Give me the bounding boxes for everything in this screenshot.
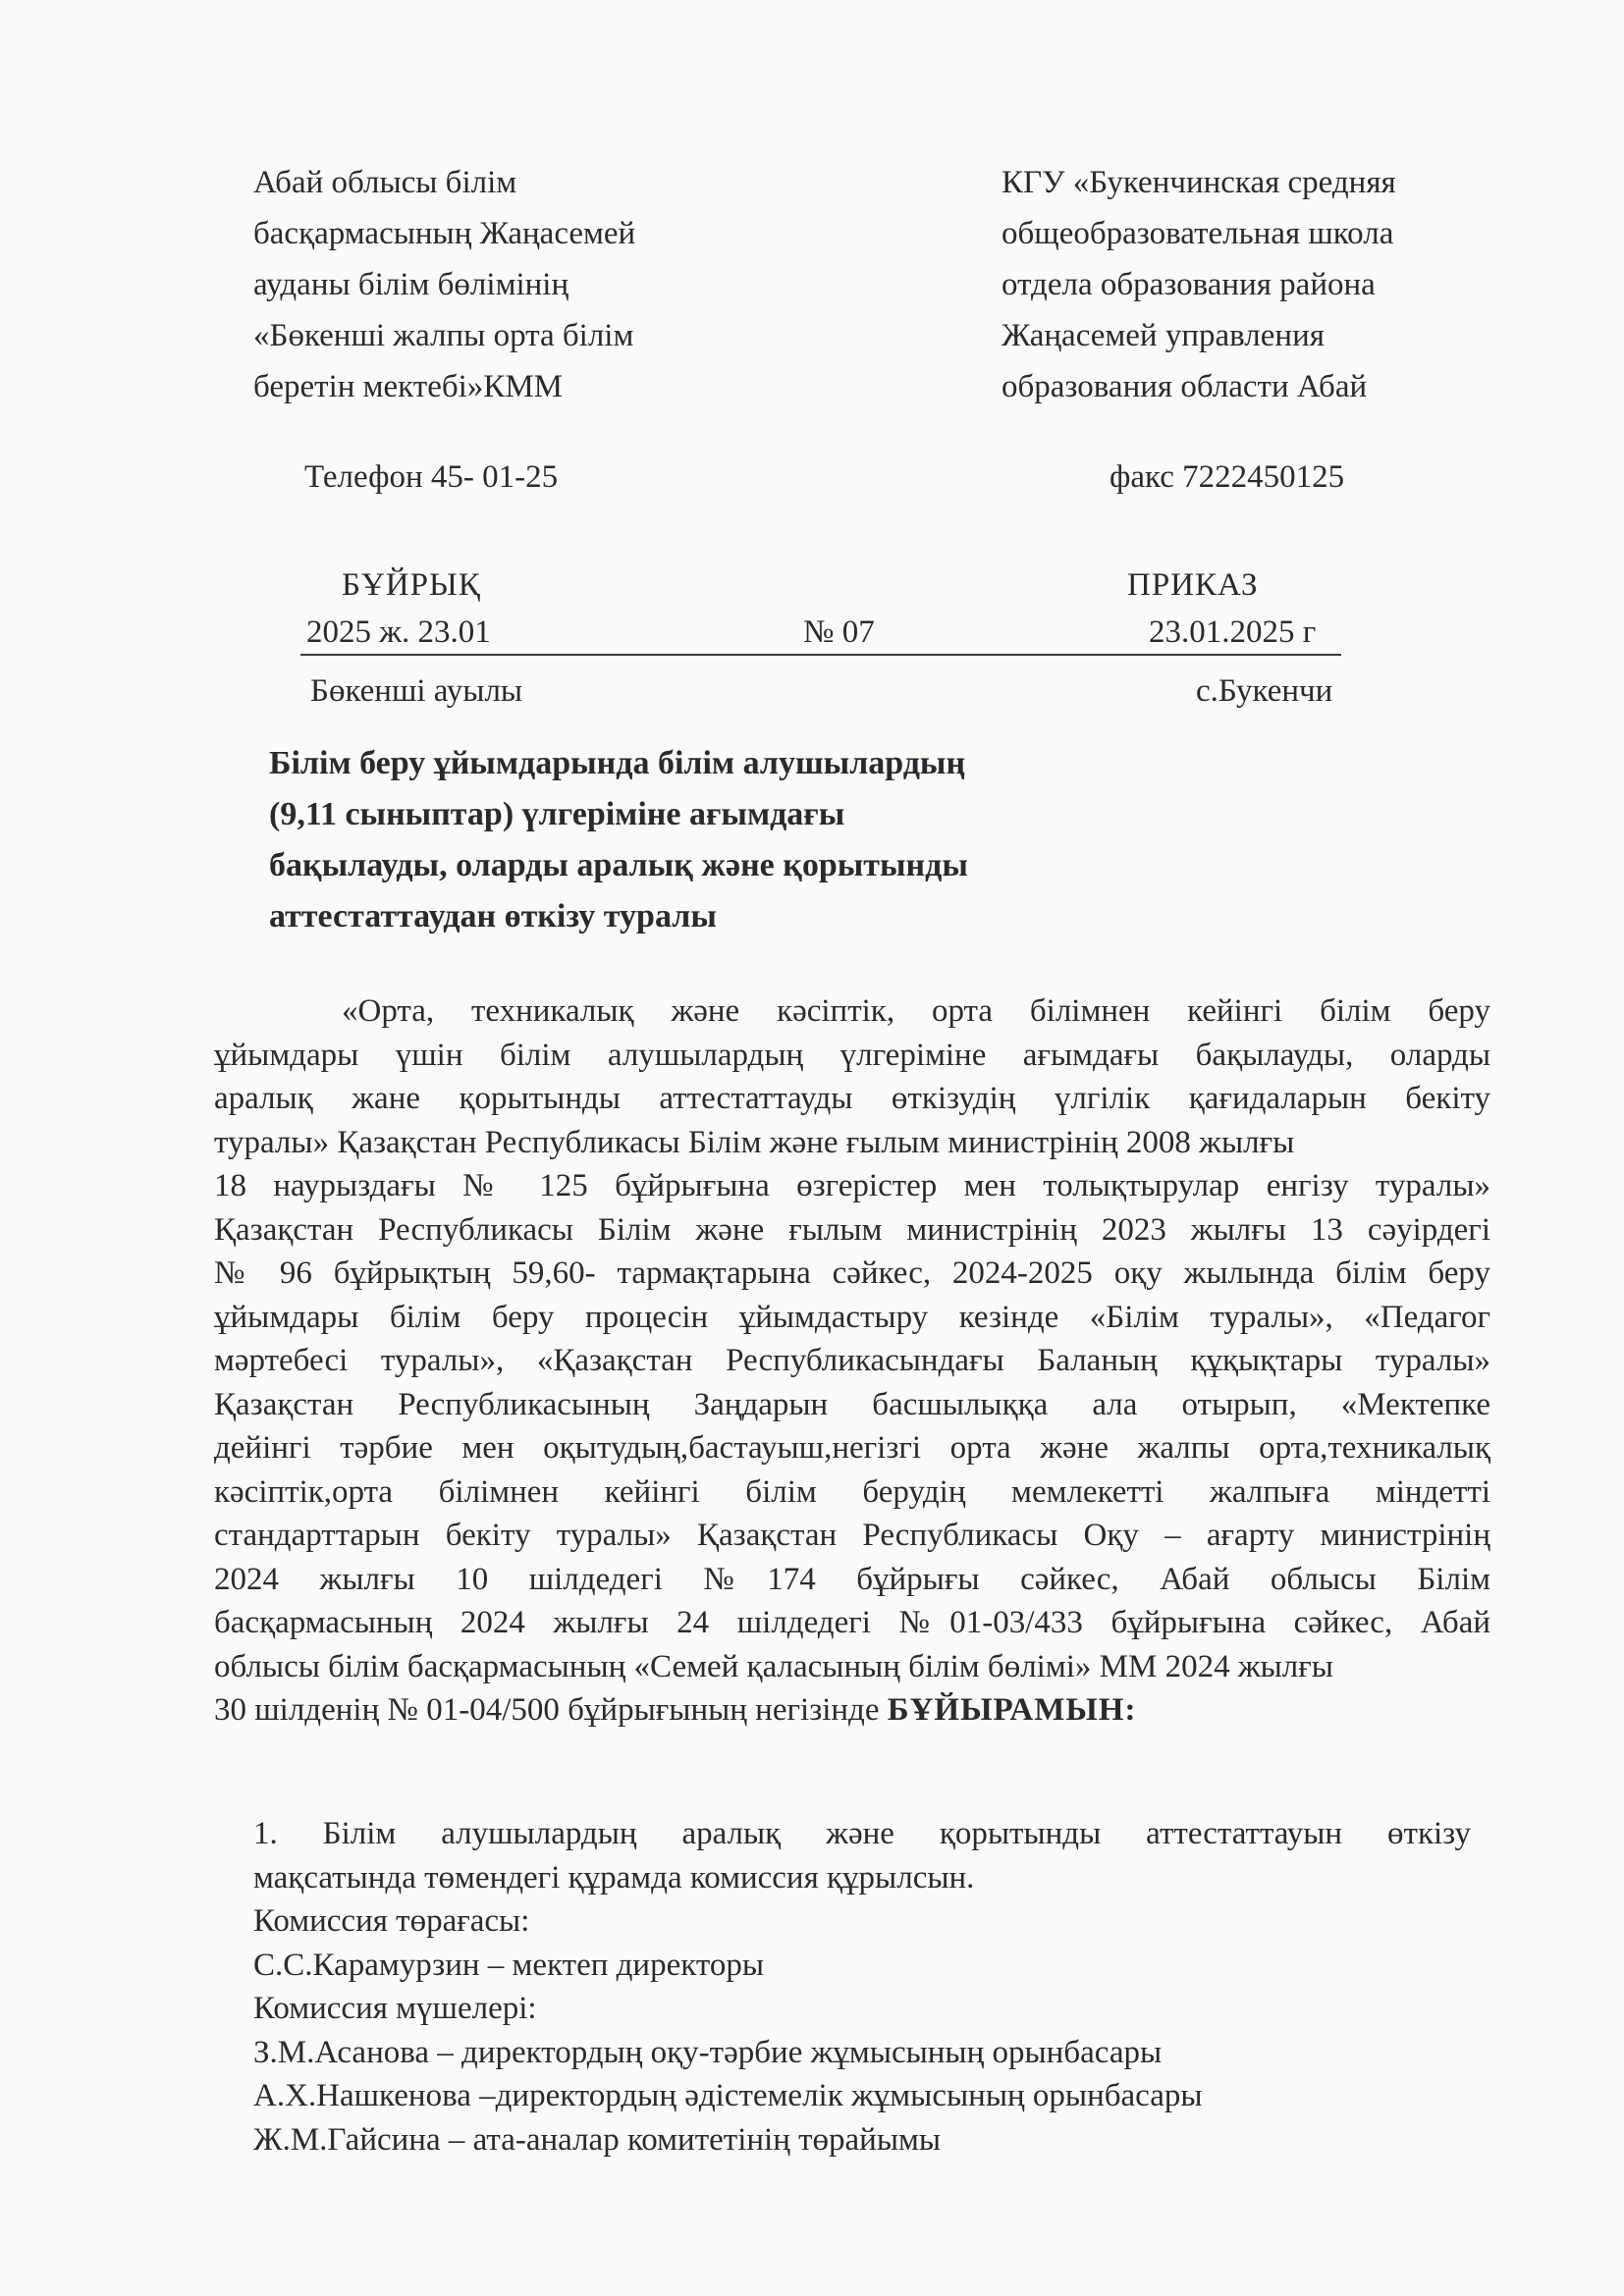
order-title-ru: ПРИКАЗ <box>1127 567 1259 603</box>
order-date-kz: 2025 ж. 23.01 <box>306 614 491 650</box>
item-line: мақсатында төмендегі құрамда комиссия құрылсын. <box>253 1859 975 1896</box>
header-right-ru <box>1001 157 1551 412</box>
place-kz: Бөкенші ауылы <box>310 673 523 709</box>
body-line: кәсіптік,орта білімнен кейінгі білім берудің мемлекетті жалпыға міндетті <box>214 1473 1490 1510</box>
body-line: Қазақстан Республикасы Білім және ғылым министрінің 2023 жылғы 13 сәуірдегі <box>214 1211 1490 1248</box>
body-line: облысы білім басқармасының «Семей қаласының білім бөлімі» ММ 2024 жылғы <box>214 1648 1333 1684</box>
header-right-line: образования области Абай <box>1001 369 1368 404</box>
order-date-ru: 23.01.2025 г <box>1149 614 1317 650</box>
header-left-line: Абай облысы білім <box>253 165 517 200</box>
header-left-kz <box>253 157 784 412</box>
order-command: БҰЙЫРАМЫН: <box>887 1692 1137 1728</box>
body-last-line <box>214 1688 1490 1733</box>
subject-line: аттестаттаудан өткізу туралы <box>269 898 717 934</box>
header-right-line: Жаңасемей управления <box>1001 318 1325 353</box>
fax-number: факс 7222450125 <box>1110 459 1345 495</box>
order-title-kz: БҰЙРЫҚ <box>342 567 481 603</box>
body-line: ұйымдары үшін білім алушылардың үлгеріміне ағымдағы бақылауды, оларды <box>214 1037 1490 1073</box>
header-left-line: басқармасының Жаңасемей <box>253 216 636 251</box>
subject-line: (9,11 сыныптар) үлгеріміне ағымдағы <box>269 796 845 832</box>
body-line: Қазақстан Республикасының Заңдарын басшылыққа ала отырып, «Мектепке <box>214 1386 1490 1422</box>
phone-number: Телефон 45- 01-25 <box>304 459 559 495</box>
header-left-line: беретін мектебі»КММ <box>253 369 563 404</box>
item-line: 1. Білім алушылардың аралық және қорытынды аттестаттауын өткізу <box>253 1816 1471 1851</box>
item-line: С.С.Карамурзин – мектеп директоры <box>253 1947 764 1983</box>
body-line: дейінгі тәрбие мен оқытудың,бастауыш,негізгі орта және жалпы орта,техникалық <box>214 1430 1490 1466</box>
body-line: басқармасының 2024 жылғы 24 шілдедегі №01-03/433 бұйрығына сәйкес, Абай <box>214 1605 1490 1640</box>
header-right-line: КГУ «Букенчинская средняя <box>1001 165 1396 200</box>
item-line: Комиссия мүшелері: <box>253 1991 537 2026</box>
header-right-line: общеобразовательная школа <box>1001 216 1394 251</box>
body-line: 2024 жылғы 10 шілдедегі №174 бұйрығы сәйкес, Абай облысы Білім <box>214 1561 1490 1597</box>
subject-line: Білім беру ұйымдарында білім алушылардың <box>269 745 966 781</box>
header-left-line: «Бөкенші жалпы орта білім <box>253 318 634 353</box>
order-number: № 07 <box>803 614 875 650</box>
item-line: З.М.Асанова – директордың оқу-тәрбие жұмысының орынбасары <box>253 2034 1163 2070</box>
order-subject <box>269 738 1153 942</box>
body-last-text: 30 шілденің № 01-04/500 бұйрығының негізінде <box>214 1692 888 1728</box>
header-left-line: ауданы білім бөлімінің <box>253 267 569 302</box>
date-underline <box>300 654 1341 656</box>
body-line: № 96 бұйрықтың 59,60- тармақтарына сәйкес, 2024-2025 оқу жылында білім беру <box>214 1255 1490 1291</box>
body-line: 18 наурыздағы № 125 бұйрығына өзгерістер мен толықтырулар енгізу туралы» <box>214 1168 1490 1203</box>
place-ru: с.Букенчи <box>1196 673 1333 709</box>
item-line: Комиссия төрағасы: <box>253 1903 530 1939</box>
header-right-line: отдела образования района <box>1001 267 1376 302</box>
order-body <box>214 989 1490 1733</box>
body-line: «Орта, техникалық және кәсіптік, орта білімнен кейінгі білім беру <box>342 993 1490 1029</box>
body-line: стандарттарын бекіту туралы» Қазақстан Республикасы Оқу – ағарту министрінің <box>214 1518 1490 1553</box>
body-line: мәртебесі туралы», «Қазақстан Республикасындағы Баланың құқықтары туралы» <box>214 1343 1490 1378</box>
item-line: Ж.М.Гайсина – ата-аналар комитетінің төрайымы <box>253 2121 942 2158</box>
item-line: А.Х.Нашкенова –директордың әдістемелік жұмысының орынбасары <box>253 2078 1203 2113</box>
body-line: туралы» Қазақстан Республикасы Білім және ғылым министрінің 2008 жылғы <box>214 1124 1295 1160</box>
body-line: ұйымдары білім беру процесін ұйымдастыру кезінде «Білім туралы», «Педагог <box>214 1299 1490 1335</box>
commission-section <box>253 1812 1471 2162</box>
body-line: аралық жане қорытынды аттестаттауды өткізудің үлгілік қағидаларын бекіту <box>214 1081 1490 1116</box>
subject-line: бақылауды, оларды аралық және қорытынды <box>269 847 968 883</box>
